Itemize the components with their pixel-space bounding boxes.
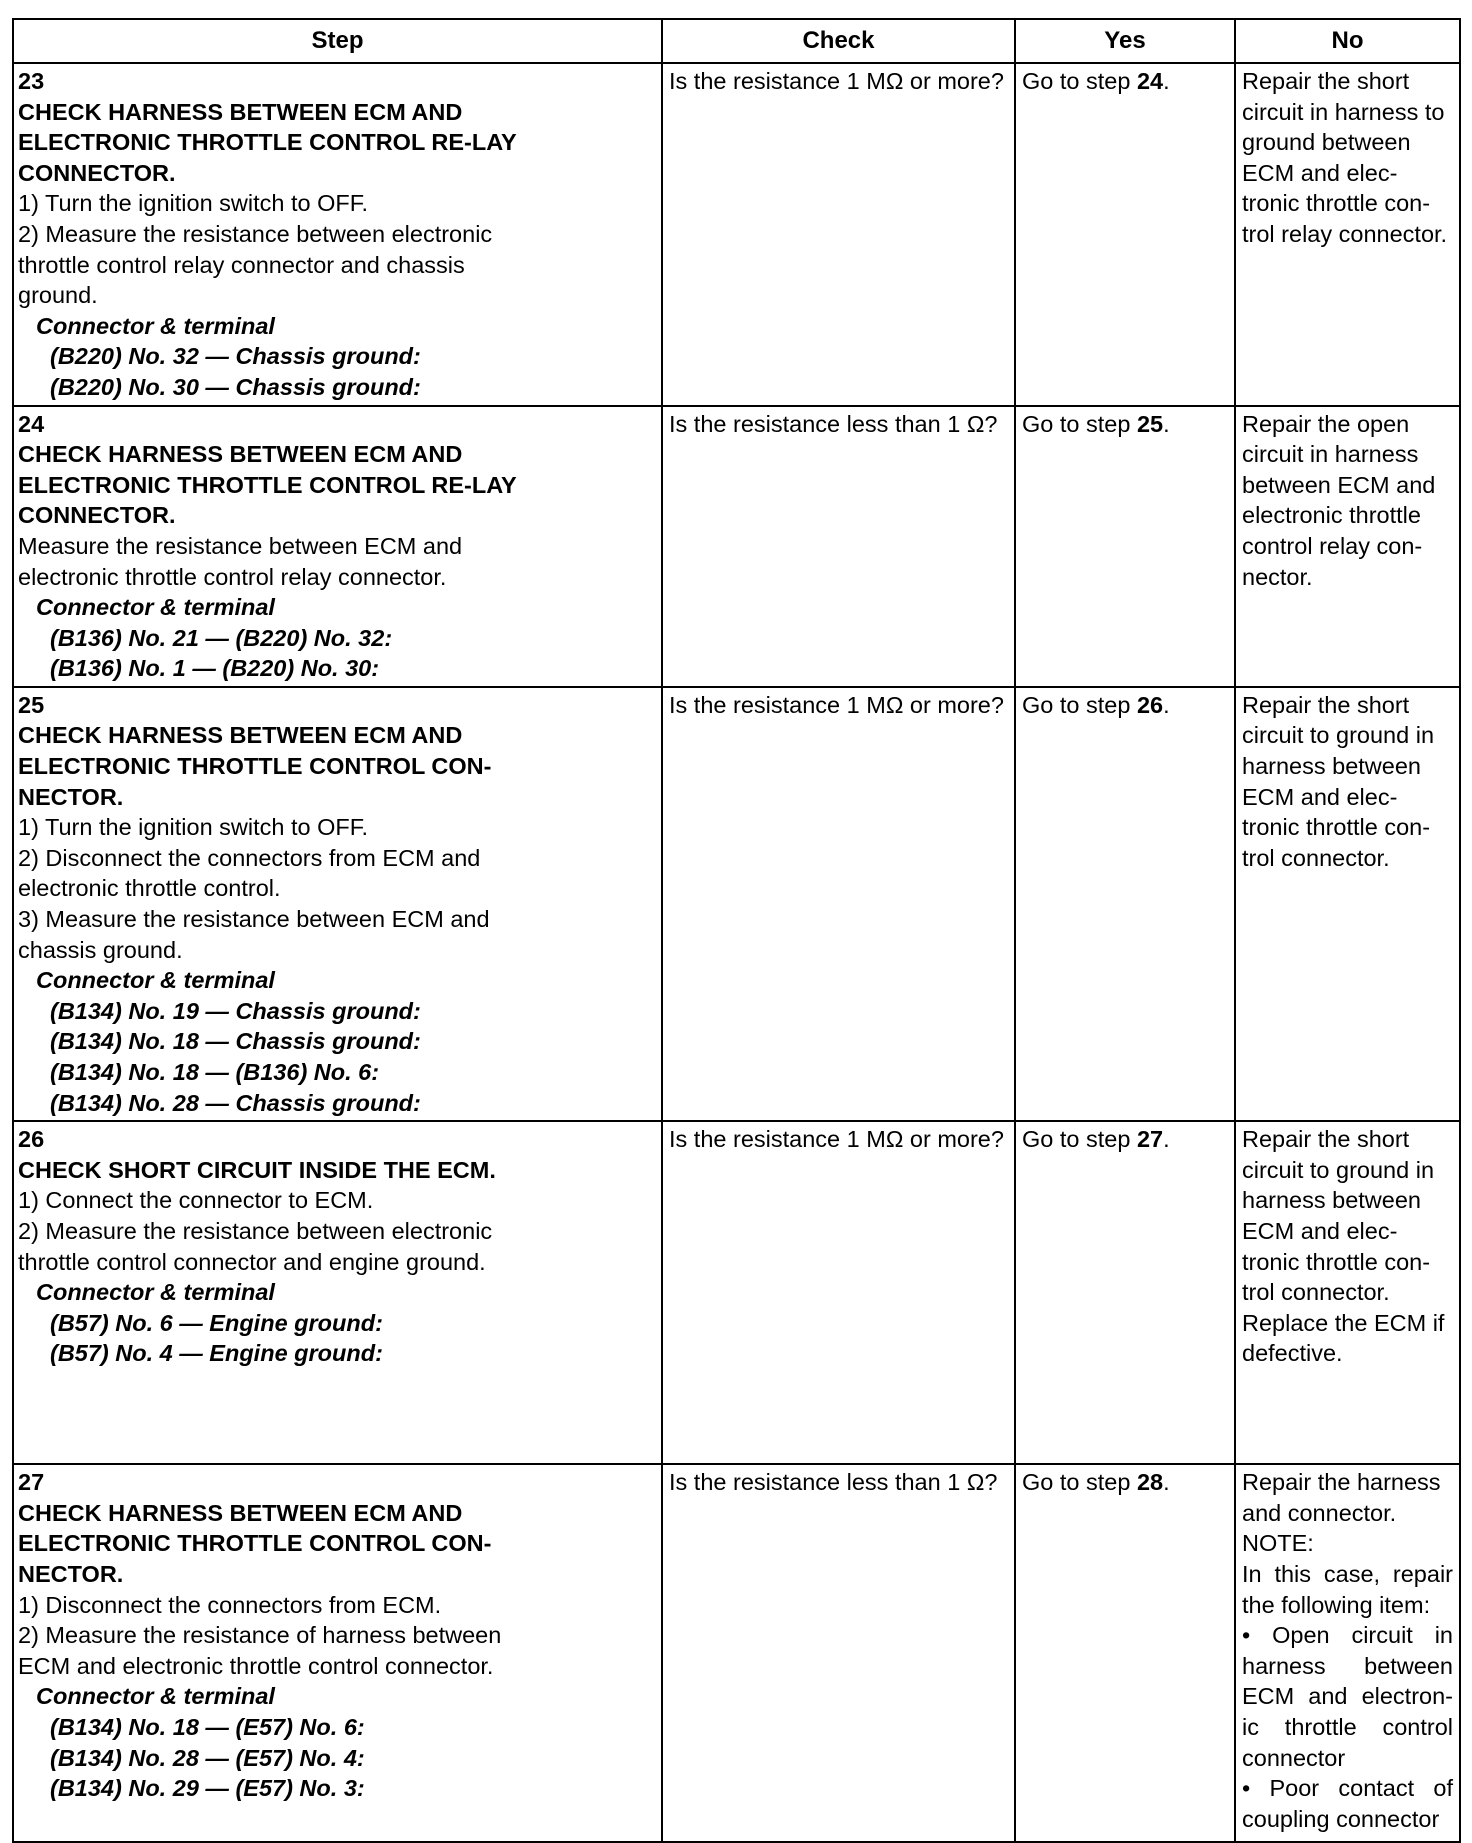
- terminal-item: (B134) No. 28 — (E57) No. 4:: [50, 1744, 365, 1771]
- table-row: [13, 1121, 1460, 1464]
- terminal-item: (B220) No. 30 — Chassis ground:: [50, 373, 421, 400]
- header-yes: Yes: [1015, 19, 1235, 63]
- check-cell: Is the resistance 1 MΩ or more?: [662, 63, 1015, 406]
- check-cell: Is the resistance less than 1 Ω?: [662, 1464, 1015, 1842]
- step-title: CHECK HARNESS BETWEEN ECM AND ELECTRONIC THROTTLE CONTROL RE-LAY CONNECTOR.: [18, 441, 517, 529]
- note-intro: In this case, repair the following item:: [1242, 1560, 1453, 1618]
- step-cell: [13, 406, 662, 687]
- yes-step-number: 26: [1136, 691, 1164, 718]
- step-body: [18, 720, 538, 1118]
- step-cell: [13, 1464, 662, 1842]
- step-line: 2) Measure the resistance between electronic throttle control relay connector and chassis ground.: [18, 220, 493, 309]
- header-step: Step: [13, 19, 662, 63]
- step-number: 25: [18, 691, 45, 718]
- no-cell: Repair the short circuit in harness to ground between ECM and elec-tronic throttle con-trol relay connector.: [1235, 63, 1460, 406]
- step-body: [18, 439, 538, 684]
- no-cell: Repair the short circuit to ground in harness between ECM and elec-tronic throttle con-trol connector.: [1235, 687, 1460, 1121]
- yes-cell: Go to step 26.: [1015, 687, 1235, 1121]
- step-number: 24: [18, 410, 45, 437]
- step-cell: [13, 687, 662, 1121]
- header-check: Check: [662, 19, 1015, 63]
- table-row: [13, 687, 1460, 1121]
- step-line: 1) Turn the ignition switch to OFF.: [18, 190, 369, 217]
- no-cell: Repair the open circuit in harness between ECM and electronic throttle control relay con-nector.: [1235, 406, 1460, 687]
- connector-terminal-label: Connector & terminal: [36, 594, 275, 621]
- step-line: 1) Connect the connector to ECM.: [18, 1187, 374, 1214]
- diagnostic-table: [12, 18, 1461, 1843]
- terminal-item: (B136) No. 21 — (B220) No. 32:: [50, 624, 393, 651]
- step-line: Measure the resistance between ECM and electronic throttle control relay connector.: [18, 532, 463, 590]
- header-row: [13, 19, 1460, 63]
- terminal-item: (B134) No. 29 — (E57) No. 3:: [50, 1775, 365, 1802]
- yes-cell: Go to step 24.: [1015, 63, 1235, 406]
- yes-step-number: 24: [1136, 68, 1164, 94]
- note-item: • Open circuit in harness between ECM and electron-ic throttle control connector: [1242, 1622, 1453, 1771]
- step-line: 2) Measure the resistance between electronic throttle control connector and engine ground.: [18, 1217, 493, 1275]
- terminal-item: (B134) No. 18 — (E57) No. 6:: [50, 1713, 365, 1740]
- yes-step-number: 27: [1136, 1126, 1164, 1153]
- table-row: [13, 406, 1460, 687]
- step-line: 1) Turn the ignition switch to OFF.: [18, 814, 369, 841]
- step-body: [18, 1155, 538, 1369]
- step-line: 1) Disconnect the connectors from ECM.: [18, 1591, 442, 1618]
- step-body: [18, 1498, 538, 1804]
- note-label: NOTE:: [1242, 1530, 1314, 1557]
- terminal-item: (B134) No. 18 — Chassis ground:: [50, 1028, 421, 1055]
- yes-step-number: 25: [1136, 410, 1164, 437]
- yes-step-number: 28: [1136, 1469, 1164, 1496]
- step-line: 2) Measure the resistance of harness between ECM and electronic throttle control connector.: [18, 1622, 502, 1679]
- connector-terminal-label: Connector & terminal: [36, 1279, 275, 1306]
- terminal-item: (B134) No. 19 — Chassis ground:: [50, 997, 421, 1024]
- yes-cell: Go to step 28.: [1015, 1464, 1235, 1842]
- header-no: No: [1235, 19, 1460, 63]
- check-cell: Is the resistance 1 MΩ or more?: [662, 1121, 1015, 1464]
- no-action: Repair the harness and connector.: [1242, 1469, 1441, 1526]
- step-line: 3) Measure the resistance between ECM and chassis ground.: [18, 906, 490, 963]
- step-cell: [13, 1121, 662, 1464]
- terminal-item: (B136) No. 1 — (B220) No. 30:: [50, 655, 380, 682]
- step-body: [18, 97, 538, 403]
- check-cell: Is the resistance less than 1 Ω?: [662, 406, 1015, 687]
- terminal-item: (B57) No. 6 — Engine ground:: [50, 1309, 383, 1336]
- step-cell: [13, 63, 662, 406]
- step-number: 26: [18, 1126, 45, 1153]
- table-row: [13, 1464, 1460, 1842]
- connector-terminal-label: Connector & terminal: [36, 1683, 275, 1710]
- step-title: CHECK SHORT CIRCUIT INSIDE THE ECM.: [18, 1156, 496, 1183]
- check-cell: Is the resistance 1 MΩ or more?: [662, 687, 1015, 1121]
- step-title: CHECK HARNESS BETWEEN ECM AND ELECTRONIC THROTTLE CONTROL CON-NECTOR.: [18, 722, 492, 810]
- connector-terminal-label: Connector & terminal: [36, 312, 275, 339]
- step-number: 23: [18, 68, 45, 94]
- terminal-item: (B57) No. 4 — Engine ground:: [50, 1340, 383, 1367]
- table-row: [13, 63, 1460, 406]
- no-cell: Repair the short circuit to ground in harness between ECM and elec-tronic throttle con-trol connector. Replace the ECM if defective.: [1235, 1121, 1460, 1464]
- terminal-item: (B134) No. 28 — Chassis ground:: [50, 1089, 421, 1116]
- terminal-item: (B134) No. 18 — (B136) No. 6:: [50, 1059, 380, 1085]
- step-title: CHECK HARNESS BETWEEN ECM AND ELECTRONIC THROTTLE CONTROL CON-NECTOR.: [18, 1499, 492, 1587]
- note-item: • Poor contact of coupling connector: [1242, 1775, 1453, 1832]
- terminal-item: (B220) No. 32 — Chassis ground:: [50, 343, 421, 370]
- yes-cell: Go to step 25.: [1015, 406, 1235, 687]
- yes-cell: Go to step 27.: [1015, 1121, 1235, 1464]
- step-title: CHECK HARNESS BETWEEN ECM AND ELECTRONIC THROTTLE CONTROL RE-LAY CONNECTOR.: [18, 98, 517, 186]
- connector-terminal-label: Connector & terminal: [36, 967, 275, 994]
- step-line: 2) Disconnect the connectors from ECM and electronic throttle control.: [18, 844, 481, 902]
- no-cell: [1235, 1464, 1460, 1842]
- step-number: 27: [18, 1469, 45, 1496]
